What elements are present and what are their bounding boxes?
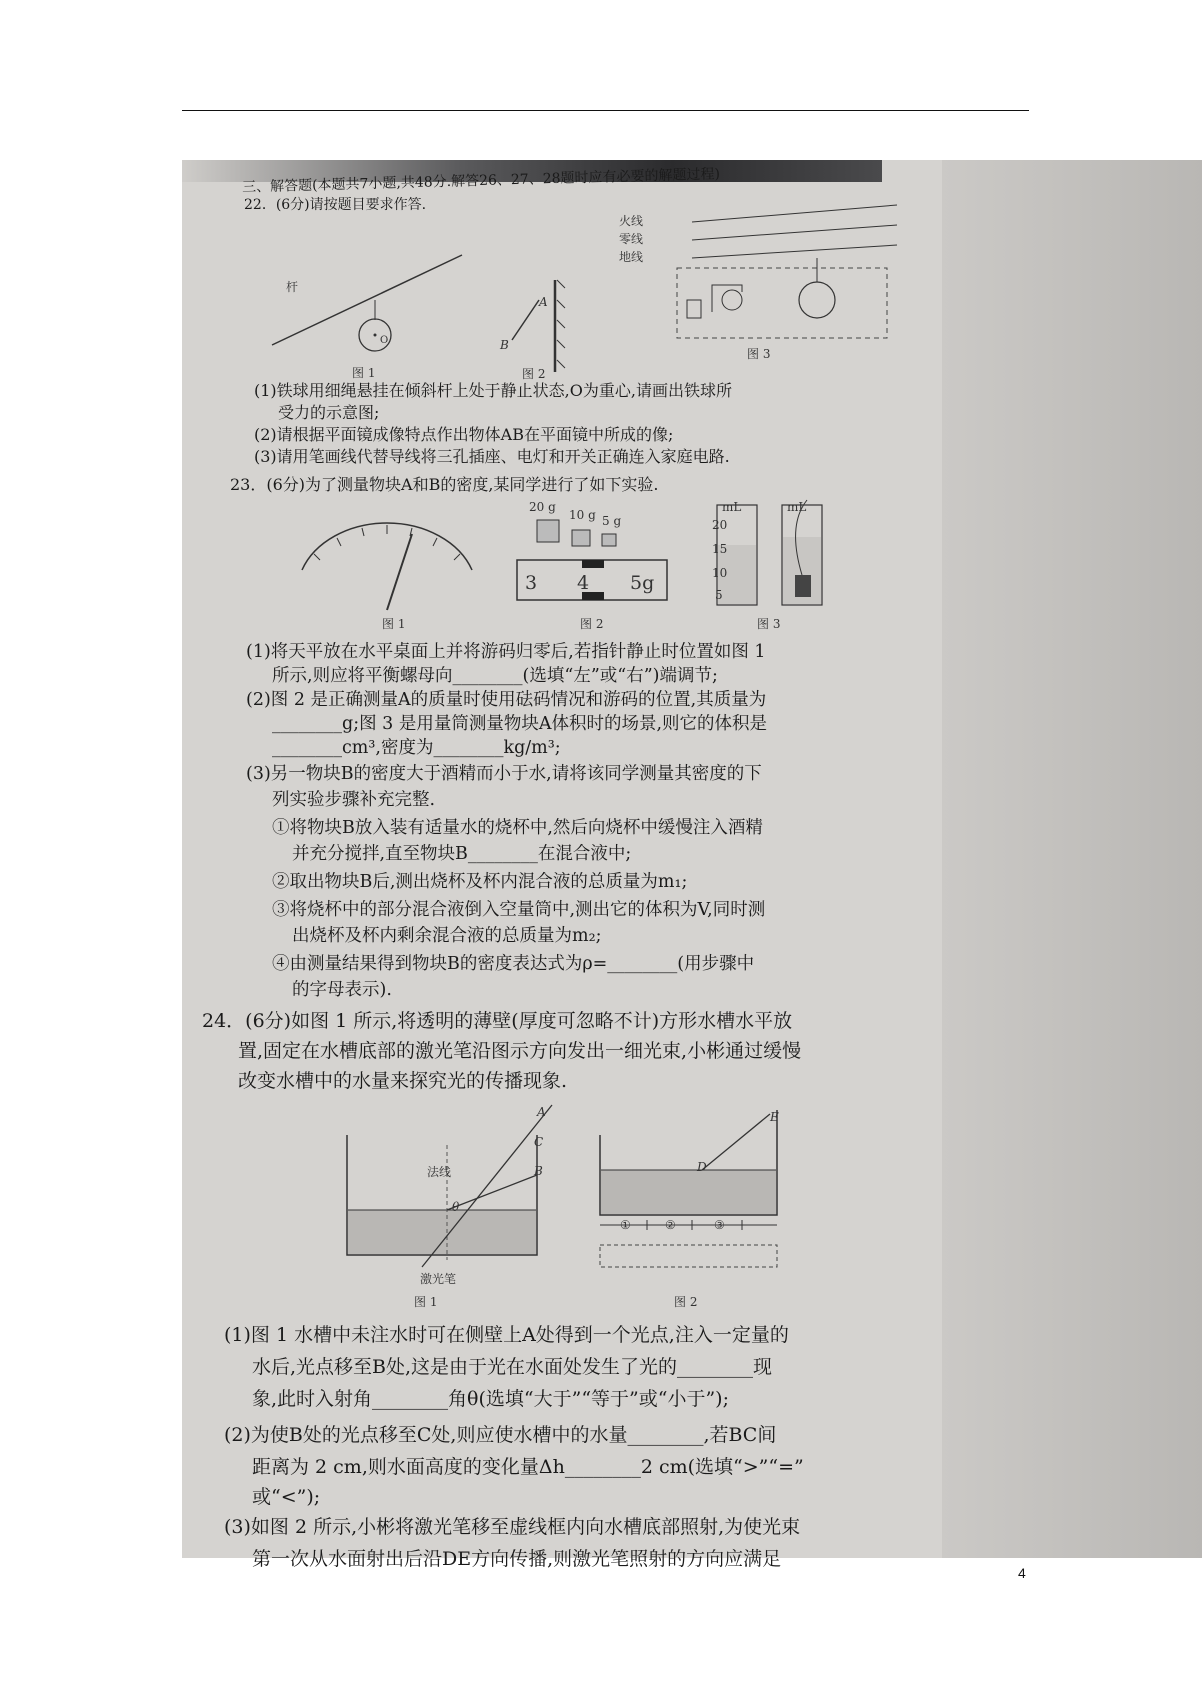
q23-weight-20g: 20 g	[529, 500, 556, 514]
q23-line-5: ________cm³,密度为________kg/m³;	[272, 738, 561, 758]
scanned-exam-photo	[182, 160, 1202, 1570]
q24-normal-label: 法线	[427, 1165, 452, 1179]
q23-tick-15: 15	[712, 542, 728, 556]
q23-fig3-caption: 图 3	[757, 617, 781, 631]
q23-weight-10g: 10 g	[569, 508, 596, 522]
q24-line-2: 水后,光点移至B处,这是由于光在水面处发生了光的________现	[252, 1356, 773, 1378]
photo-right-margin	[942, 160, 1202, 1558]
q23-tick-20: 20	[712, 518, 728, 532]
q23-scale-4: 4	[577, 572, 590, 594]
q24-intro-2: 置,固定在水槽底部的激光笔沿图示方向发出一细光束,小彬通过缓慢	[238, 1040, 802, 1062]
q22-line-1: (1)铁球用细绳悬挂在倾斜杆上处于静止状态,O为重心,请画出铁球所	[254, 381, 732, 400]
q24-label-c: C	[534, 1135, 544, 1149]
q22-fig3-circuit-diagram	[652, 200, 902, 340]
q22-line-3: (2)请根据平面镜成像特点作出物体AB在平面镜中所成的像;	[254, 425, 674, 444]
q24-laser-label: 激光笔	[420, 1272, 457, 1286]
q24-label-b: B	[534, 1164, 543, 1178]
q24-fig2-tank	[592, 1100, 792, 1275]
q24-theta-label: θ	[452, 1200, 460, 1214]
q23-line-14: 的字母表示).	[292, 980, 392, 1000]
q23-fig1-caption: 图 1	[382, 617, 406, 631]
q22-rod-label: 杆	[286, 280, 299, 294]
q22-label-a: A	[539, 295, 548, 309]
q22-fig2-caption: 图 2	[522, 367, 546, 381]
q23-line-4: ________g;图 3 是用量筒测量物块A体积时的场景,则它的体积是	[272, 714, 768, 734]
q23-tick-5: 5	[715, 588, 723, 602]
q23-line-7: 列实验步骤补充完整.	[272, 790, 436, 810]
exam-content	[182, 160, 962, 1570]
q23-line-9: 并充分搅拌,直至物块B________在混合液中;	[292, 844, 632, 864]
q23-line-2: 所示,则应将平衡螺母向________(选填“左”或“右”)端调节;	[272, 666, 718, 686]
q24-line-6: 或“<”);	[252, 1486, 321, 1508]
q24-line-4: (2)为使B处的光点移至C处,则应使水槽中的水量________,若BC间	[224, 1424, 777, 1446]
q22-wire-live: 火线	[619, 214, 644, 228]
q24-line-8: 第一次从水面射出后沿DE方向传播,则激光笔照射的方向应满足	[252, 1548, 782, 1570]
q23-scale-5g: 5g	[630, 572, 655, 594]
q23-intro: 23．(6分)为了测量物块A和B的密度,某同学进行了如下实验.	[230, 475, 659, 494]
q24-line-5: 距离为 2 cm,则水面高度的变化量Δh________2 cm(选填“>”“=”	[252, 1456, 804, 1478]
q23-unit-a: mL	[722, 500, 742, 514]
q24-fig2-caption: 图 2	[674, 1295, 698, 1309]
q23-line-8: ①将物块B放入装有适量水的烧杯中,然后向烧杯中缓慢注入酒精	[272, 818, 763, 838]
q23-weight-5g: 5 g	[602, 514, 622, 528]
q24-intro-3: 改变水槽中的水量来探究光的传播现象.	[238, 1070, 568, 1092]
header-rule	[182, 110, 1029, 111]
page-number: 4	[1018, 1565, 1026, 1581]
q23-tick-10: 10	[712, 566, 728, 580]
q22-center-label: O	[380, 335, 389, 346]
q24-line-7: (3)如图 2 所示,小彬将激光笔移至虚线框内向水槽底部照射,为使光束	[224, 1516, 801, 1538]
q24-label-d: D	[697, 1160, 707, 1174]
q22-intro: 22．(6分)请按题目要求作答.	[244, 197, 427, 213]
q24-intro-1: 24．(6分)如图 1 所示,将透明的薄壁(厚度可忽略不计)方形水槽水平放	[202, 1010, 793, 1032]
q22-line-4: (3)请用笔画线代替导线将三孔插座、电灯和开关正确连入家庭电路.	[254, 447, 730, 466]
q24-region-2: ②	[665, 1218, 676, 1232]
q24-fig1-tank	[337, 1095, 567, 1270]
q23-line-1: (1)将天平放在水平桌面上并将游码归零后,若指针静止时位置如图 1	[246, 642, 766, 662]
q23-line-12: 出烧杯及杯内剩余混合液的总质量为m₂;	[292, 926, 602, 946]
q23-line-6: (3)另一物块B的密度大于酒精而小于水,请将该同学测量其密度的下	[246, 764, 762, 784]
q24-label-a: A	[537, 1105, 546, 1119]
q23-line-13: ④由测量结果得到物块B的密度表达式为ρ=________(用步骤中	[272, 954, 755, 974]
q23-fig2-caption: 图 2	[580, 617, 604, 631]
q24-label-e: E	[770, 1110, 779, 1124]
q23-scale-3: 3	[525, 572, 538, 594]
q23-line-11: ③将烧杯中的部分混合液倒入空量筒中,测出它的体积为V,同时测	[272, 900, 766, 920]
q22-fig1-rod-diagram	[262, 250, 472, 360]
q24-line-3: 象,此时入射角________角θ(选填“大于”“等于”或“小于”);	[252, 1388, 729, 1410]
q23-line-10: ②取出物块B后,测出烧杯及杯内混合液的总质量为m₁;	[272, 872, 688, 892]
q22-label-b: B	[500, 338, 509, 352]
q24-region-1: ①	[620, 1218, 631, 1232]
q24-fig1-caption: 图 1	[414, 1295, 438, 1309]
section-header: 三、解答题(本题共7小题,共48分.解答26、27、28题时应有必要的解题过程)	[241, 166, 721, 196]
q22-wire-neutral: 零线	[619, 232, 644, 246]
q22-wire-ground: 地线	[619, 250, 644, 264]
q24-region-3: ③	[714, 1218, 725, 1232]
q22-fig3-caption: 图 3	[747, 347, 771, 361]
q22-fig1-caption: 图 1	[352, 366, 376, 380]
q23-unit-b: mL	[787, 500, 807, 514]
q23-fig1-balance-dial	[292, 510, 482, 610]
q22-line-2: 受力的示意图;	[278, 403, 380, 422]
q24-line-1: (1)图 1 水槽中未注水时可在侧壁上A处得到一个光点,注入一定量的	[224, 1324, 789, 1346]
q23-line-3: (2)图 2 是正确测量A的质量时使用砝码情况和游码的位置,其质量为	[246, 690, 767, 710]
